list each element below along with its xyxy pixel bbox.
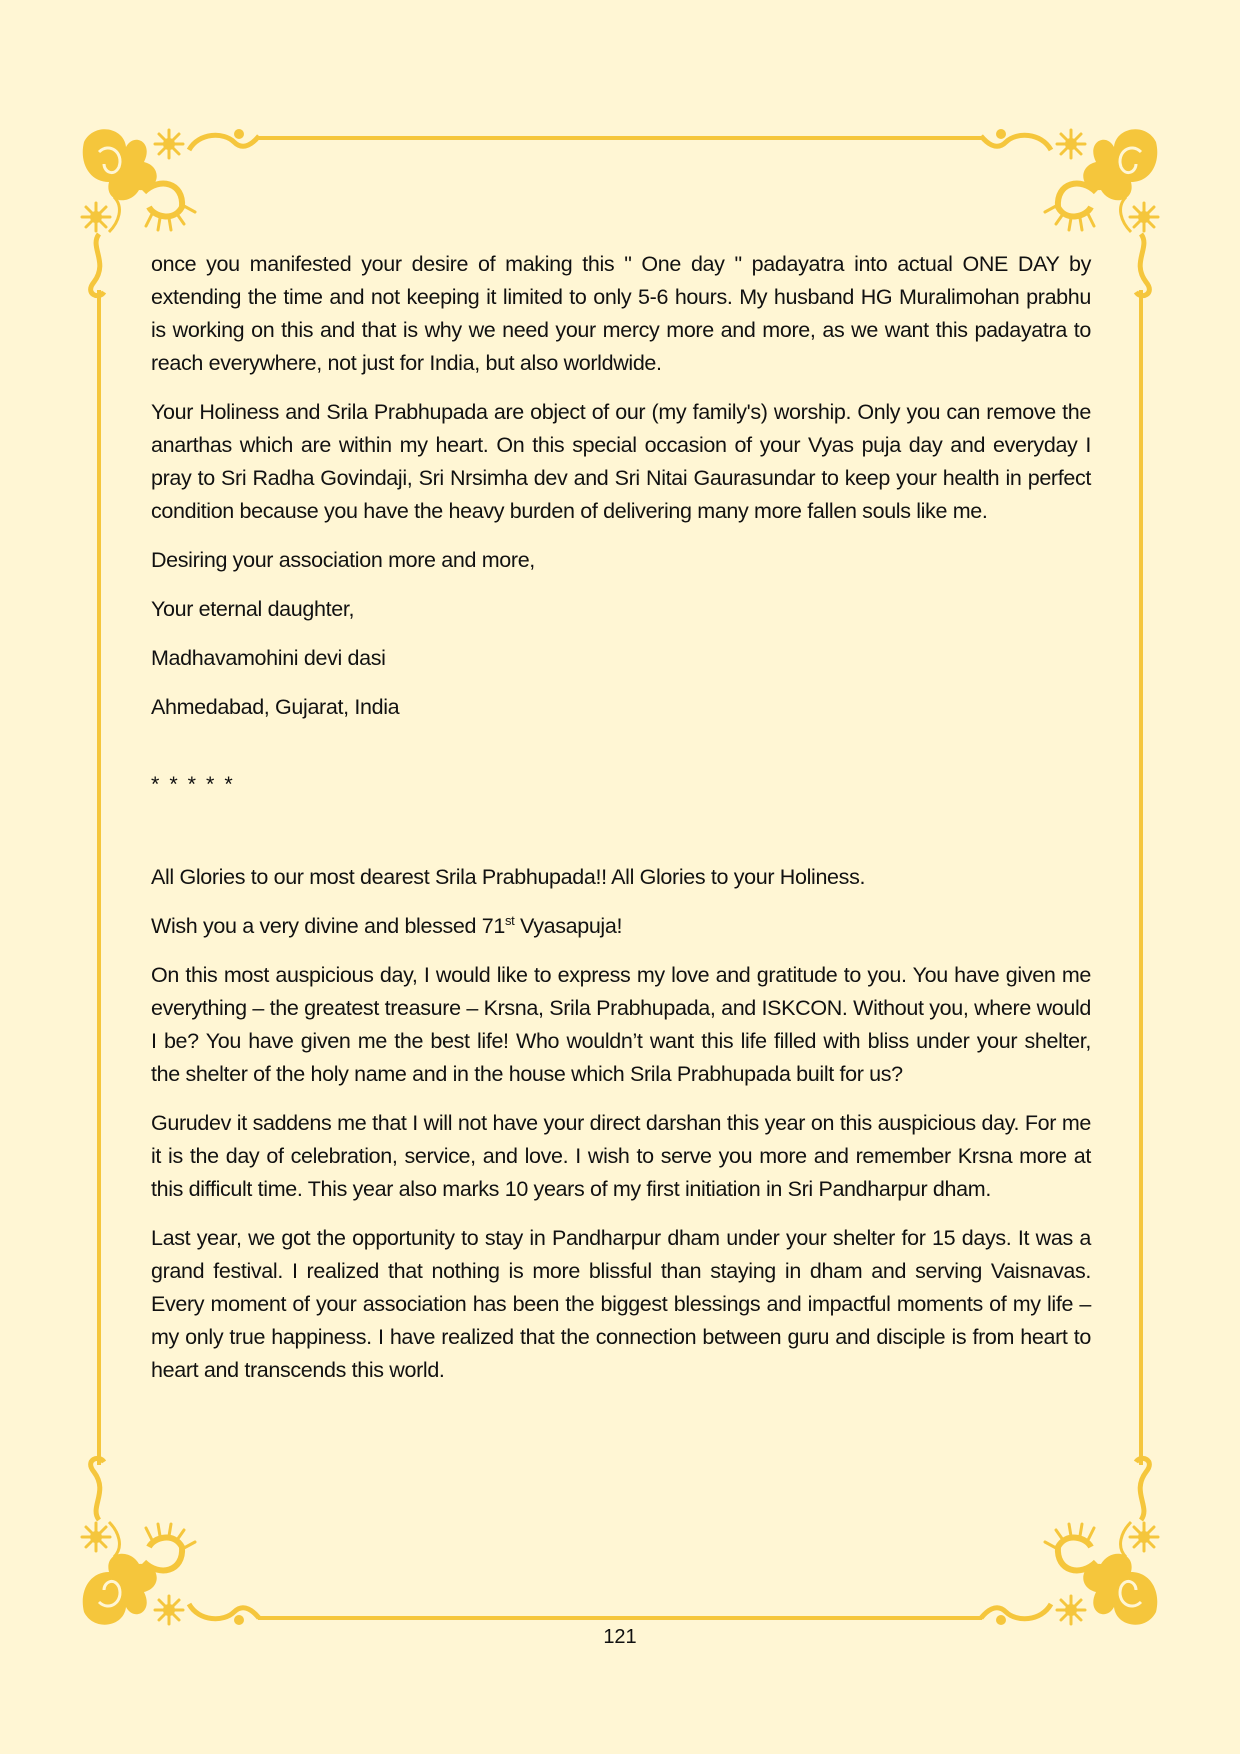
page-body <box>151 248 1091 1403</box>
corner-ornament-icon <box>976 1452 1166 1632</box>
paragraph: Gurudev it saddens me that I will not have your direct darshan this year on this auspicious day. For me it is the day of celebration, service, and love. I wish to serve you more and remember Krsna more at this difficult time. This year also marks 10 years of my first initiation in Sri Pandharpur dham. <box>151 1111 1091 1201</box>
wish-line <box>151 910 1091 943</box>
paragraph: once you manifested your desire of making this " One day " padayatra into actual ONE DAY by extending the time and not keeping it limited to only 5-6 hours. My husband HG Muralimohan prabhu is working on this and that is why we need your mercy more and more, as we want this padayatra to reach everywhere, not just for India, but also worldwide. <box>151 252 1091 375</box>
ordinal-suffix: st <box>504 912 515 928</box>
paragraph: Your Holiness and Srila Prabhupada are object of our (my family's) worship. Only you can remove the anarthas which are within my heart. On this special occasion of your Vyas puja day and everyday I pray to Sri Radha Govindaji, Sri Nrsimha dev and Sri Nitai Gaurasundar to keep your health in perfect condition because you have the heavy burden of delivering many more fallen souls like me. <box>151 400 1091 523</box>
paragraph: On this most auspicious day, I would like to express my love and gratitude to you. You have given me everything – the greatest treasure – Krsna, Srila Prabhupada, and ISKCON. Without you, where would I be? You have given me the best life! Who wouldn’t want this life filled with bliss under your shelter, the shelter of the holy name and in the house which Srila Prabhupada built for us? <box>151 963 1091 1086</box>
greeting-line: All Glories to our most dearest Srila Prabhupada!! All Glories to your Holiness. <box>151 865 866 889</box>
border-left-line <box>97 290 101 1465</box>
page-number: 121 <box>603 1626 637 1648</box>
author-name: Madhavamohini devi dasi <box>151 646 386 670</box>
corner-ornament-icon <box>74 1452 264 1632</box>
author-location: Ahmedabad, Gujarat, India <box>151 695 400 719</box>
closing-line: Desiring your association more and more, <box>151 548 535 572</box>
border-bottom-line <box>258 1616 982 1620</box>
section-separator: * * * * * <box>151 772 235 796</box>
signoff-line: Your eternal daughter, <box>151 597 355 621</box>
border-right-line <box>1139 290 1143 1465</box>
wish-prefix: Wish you a very divine and blessed 71 <box>151 914 505 938</box>
wish-suffix: Vyasapuja! <box>514 914 623 938</box>
border-top-line <box>258 136 982 140</box>
paragraph: Last year, we got the opportunity to stay in Pandharpur dham under your shelter for 15 days. It was a grand festival. I realized that nothing is more blissful than staying in dham and serving Vaisnavas. Every moment of your association has been the biggest blessings and impactful moments of my life – my only true happiness. I have realized that the connection between guru and disciple is from heart to heart and transcends this world. <box>151 1226 1091 1382</box>
